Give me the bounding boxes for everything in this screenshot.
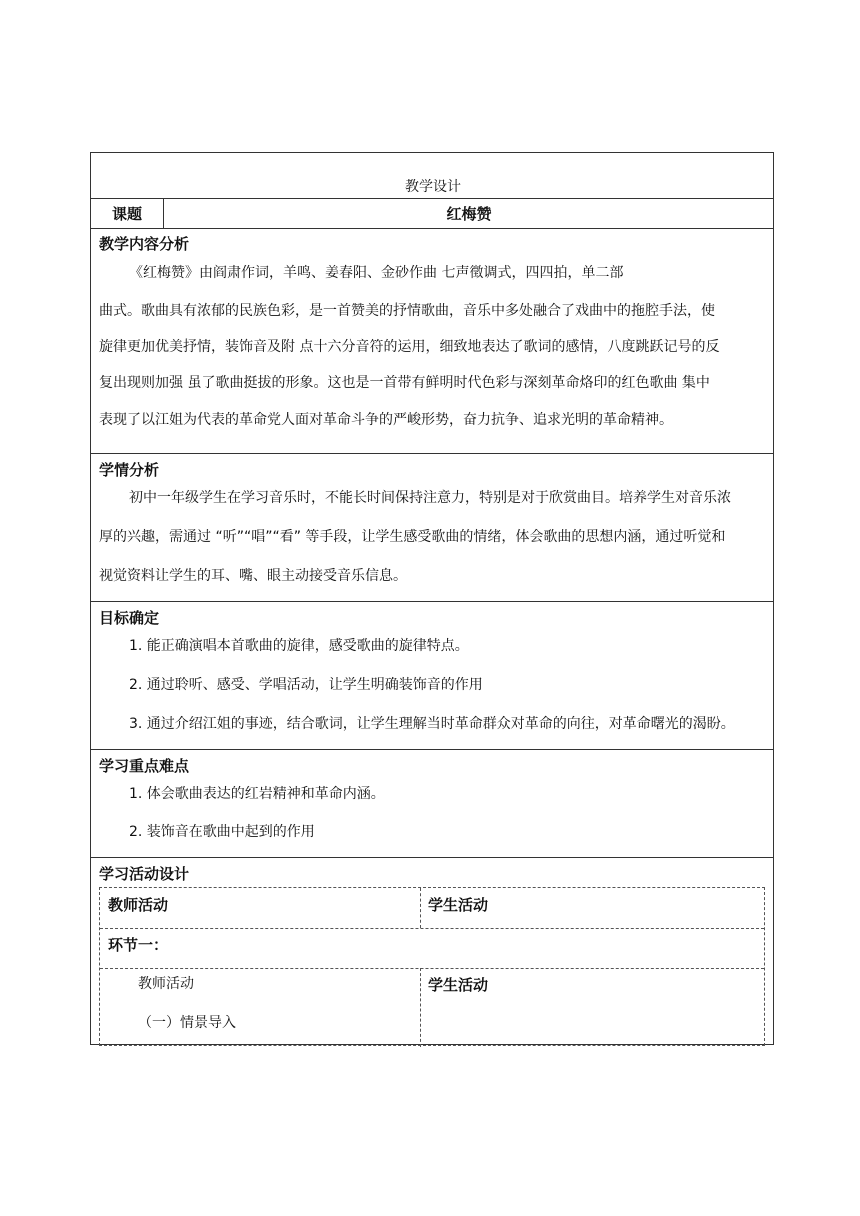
content-analysis-line: 表现了以江姐为代表的革命党人面对革命斗争的严峻形势，奋力抗争、追求光明的革命精神。 [99, 412, 673, 428]
key-point-item: 2. 装饰音在歌曲中起到的作用 [129, 824, 315, 840]
content-analysis-line: 曲式。歌曲具有浓郁的民族色彩，是一首赞美的抒情歌曲，音乐中多处融合了戏曲中的拖腔手法，使 [99, 303, 715, 319]
objective-item: 3. 通过介绍江姐的事迹，结合歌词，让学生理解当时革命群众对革命的向往，对革命曙光的渴盼。 [129, 716, 735, 732]
topic-label: 课题 [111, 205, 142, 223]
content-analysis-line: 《红梅赞》由阎肃作词，羊鸣、姜春阳、金砂作曲 七声徵调式，四四拍，单二部 [129, 265, 624, 281]
stage-one-teacher-title: 教师活动 [138, 976, 194, 992]
divider [91, 228, 773, 229]
section-heading-key-points: 学习重点难点 [99, 757, 190, 775]
key-point-item: 1. 体会歌曲表达的红岩精神和革命内涵。 [129, 786, 385, 802]
content-analysis-line: 复出现则加强 虽了歌曲挺拔的形象。这也是一首带有鲜明时代色彩与深刻革命烙印的红色歌曲 集中 [99, 375, 710, 391]
stage-one-student-title: 学生活动 [428, 976, 489, 994]
activity-table [99, 887, 765, 1046]
divider [91, 749, 773, 750]
stage-one-label: 环节一： [108, 936, 169, 954]
stage-one-teacher-step: （一）情景导入 [138, 1015, 236, 1031]
learner-analysis-line: 初中一年级学生在学习音乐时，不能长时间保持注意力，特别是对于欣赏曲目。培养学生对音乐浓 [129, 490, 731, 506]
section-heading-content-analysis: 教学内容分析 [99, 235, 190, 253]
learner-analysis-line: 厚的兴趣，需通过 “听”“唱”“看” 等手段，让学生感受歌曲的情绪，体会歌曲的思想内涵，通过听觉和 [99, 529, 726, 545]
divider [91, 198, 773, 199]
divider [91, 601, 773, 602]
content-analysis-line: 旋律更加优美抒情，装饰音及附 点十六分音符的运用，细致地表达了歌词的感情，八度跳跃记号的反 [99, 339, 720, 355]
topic-value: 红梅赞 [446, 205, 492, 223]
section-heading-activity-design: 学习活动设计 [99, 865, 190, 883]
divider [420, 968, 421, 1047]
document-title: 教学设计 [405, 179, 461, 195]
divider [91, 453, 773, 454]
teacher-activity-header: 教师活动 [108, 896, 169, 914]
divider [91, 857, 773, 858]
objective-item: 2. 通过聆听、感受、学唱活动，让学生明确装饰音的作用 [129, 677, 483, 693]
section-heading-learner-analysis: 学情分析 [99, 461, 160, 479]
section-heading-objectives: 目标确定 [99, 609, 160, 627]
objective-item: 1. 能正确演唱本首歌曲的旋律，感受歌曲的旋律特点。 [129, 638, 469, 654]
learner-analysis-line: 视觉资料让学生的耳、嘴、眼主动接受音乐信息。 [99, 568, 407, 584]
divider [100, 928, 764, 929]
lesson-plan-table [90, 152, 774, 1045]
student-activity-header: 学生活动 [428, 896, 489, 914]
divider [420, 888, 421, 928]
divider [100, 968, 764, 969]
